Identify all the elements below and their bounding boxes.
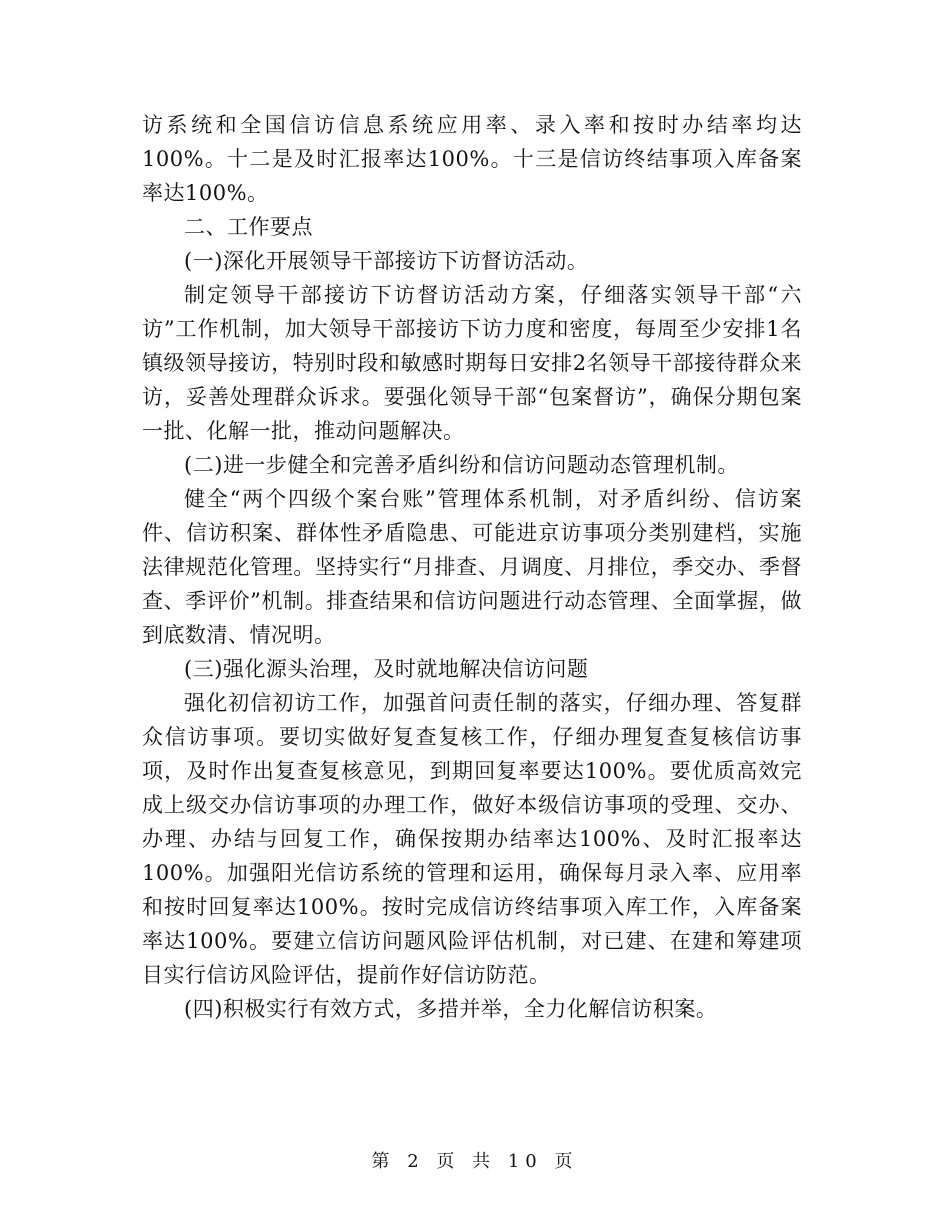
subheading-2: (二)进一步健全和完善矛盾纠纷和信访问题动态管理机制。 <box>184 453 739 477</box>
paragraph-continuation: 访系统和全国信访信息系统应用率、录入率和按时办结率均达100%。十二是及时汇报率达100%。十三是信访终结事项入库备案率达100%。 <box>142 113 802 205</box>
paragraph-1: 制定领导干部接访下访督访活动方案，仔细落实领导干部“六访”工作机制，加大领导干部接访下访力度和密度，每周至少安排1名镇级领导接访，特别时段和敏感时期每日安排2名领导干部接待群众来访，妥善处理群众诉求。要强化领导干部“包案督访”，确保分期包案一批、化解一批，推动问题解决。 <box>142 283 802 443</box>
paragraph-3: 强化初信初访工作，加强首问责任制的落实，仔细办理、答复群众信访事项。要切实做好复查复核工作，仔细办理复查复核信访事项，及时作出复查复核意见，到期回复率要达100%。要优质高效完成上级交办信访事项的办理工作，做好本级信访事项的受理、交办、办理、办结与回复工作，确保按期办结率达100%、及时汇报率达100%。加强阳光信访系统的管理和运用，确保每月录入率、应用率和按时回复率达100%。按时完成信访终结事项入库工作，入库备案率达100%。要建立信访问题风险评估机制，对已建、在建和筹建项目实行信访风险评估，提前作好信访防范。 <box>142 691 802 987</box>
document-body <box>142 108 802 1026</box>
subheading-4: (四)积极实行有效方式，多措并举，全力化解信访积案。 <box>184 997 718 1021</box>
page-number-footer: 第 2 页 共 10 页 <box>371 1151 579 1172</box>
subheading-1: (一)深化开展领导干部接访下访督访活动。 <box>184 249 589 273</box>
paragraph-2: 健全“两个四级个案台账”管理体系机制，对矛盾纠纷、信访案件、信访积案、群体性矛盾隐患、可能进京访事项分类别建档，实施法律规范化管理。坚持实行“月排查、月调度、月排位，季交办、季督查、季评价”机制。排查结果和信访问题进行动态管理、全面掌握，做到底数清、情况明。 <box>142 487 802 647</box>
subheading-3: (三)强化源头治理，及时就地解决信访问题 <box>184 657 589 681</box>
section-heading-work-points: 二、工作要点 <box>184 215 313 239</box>
